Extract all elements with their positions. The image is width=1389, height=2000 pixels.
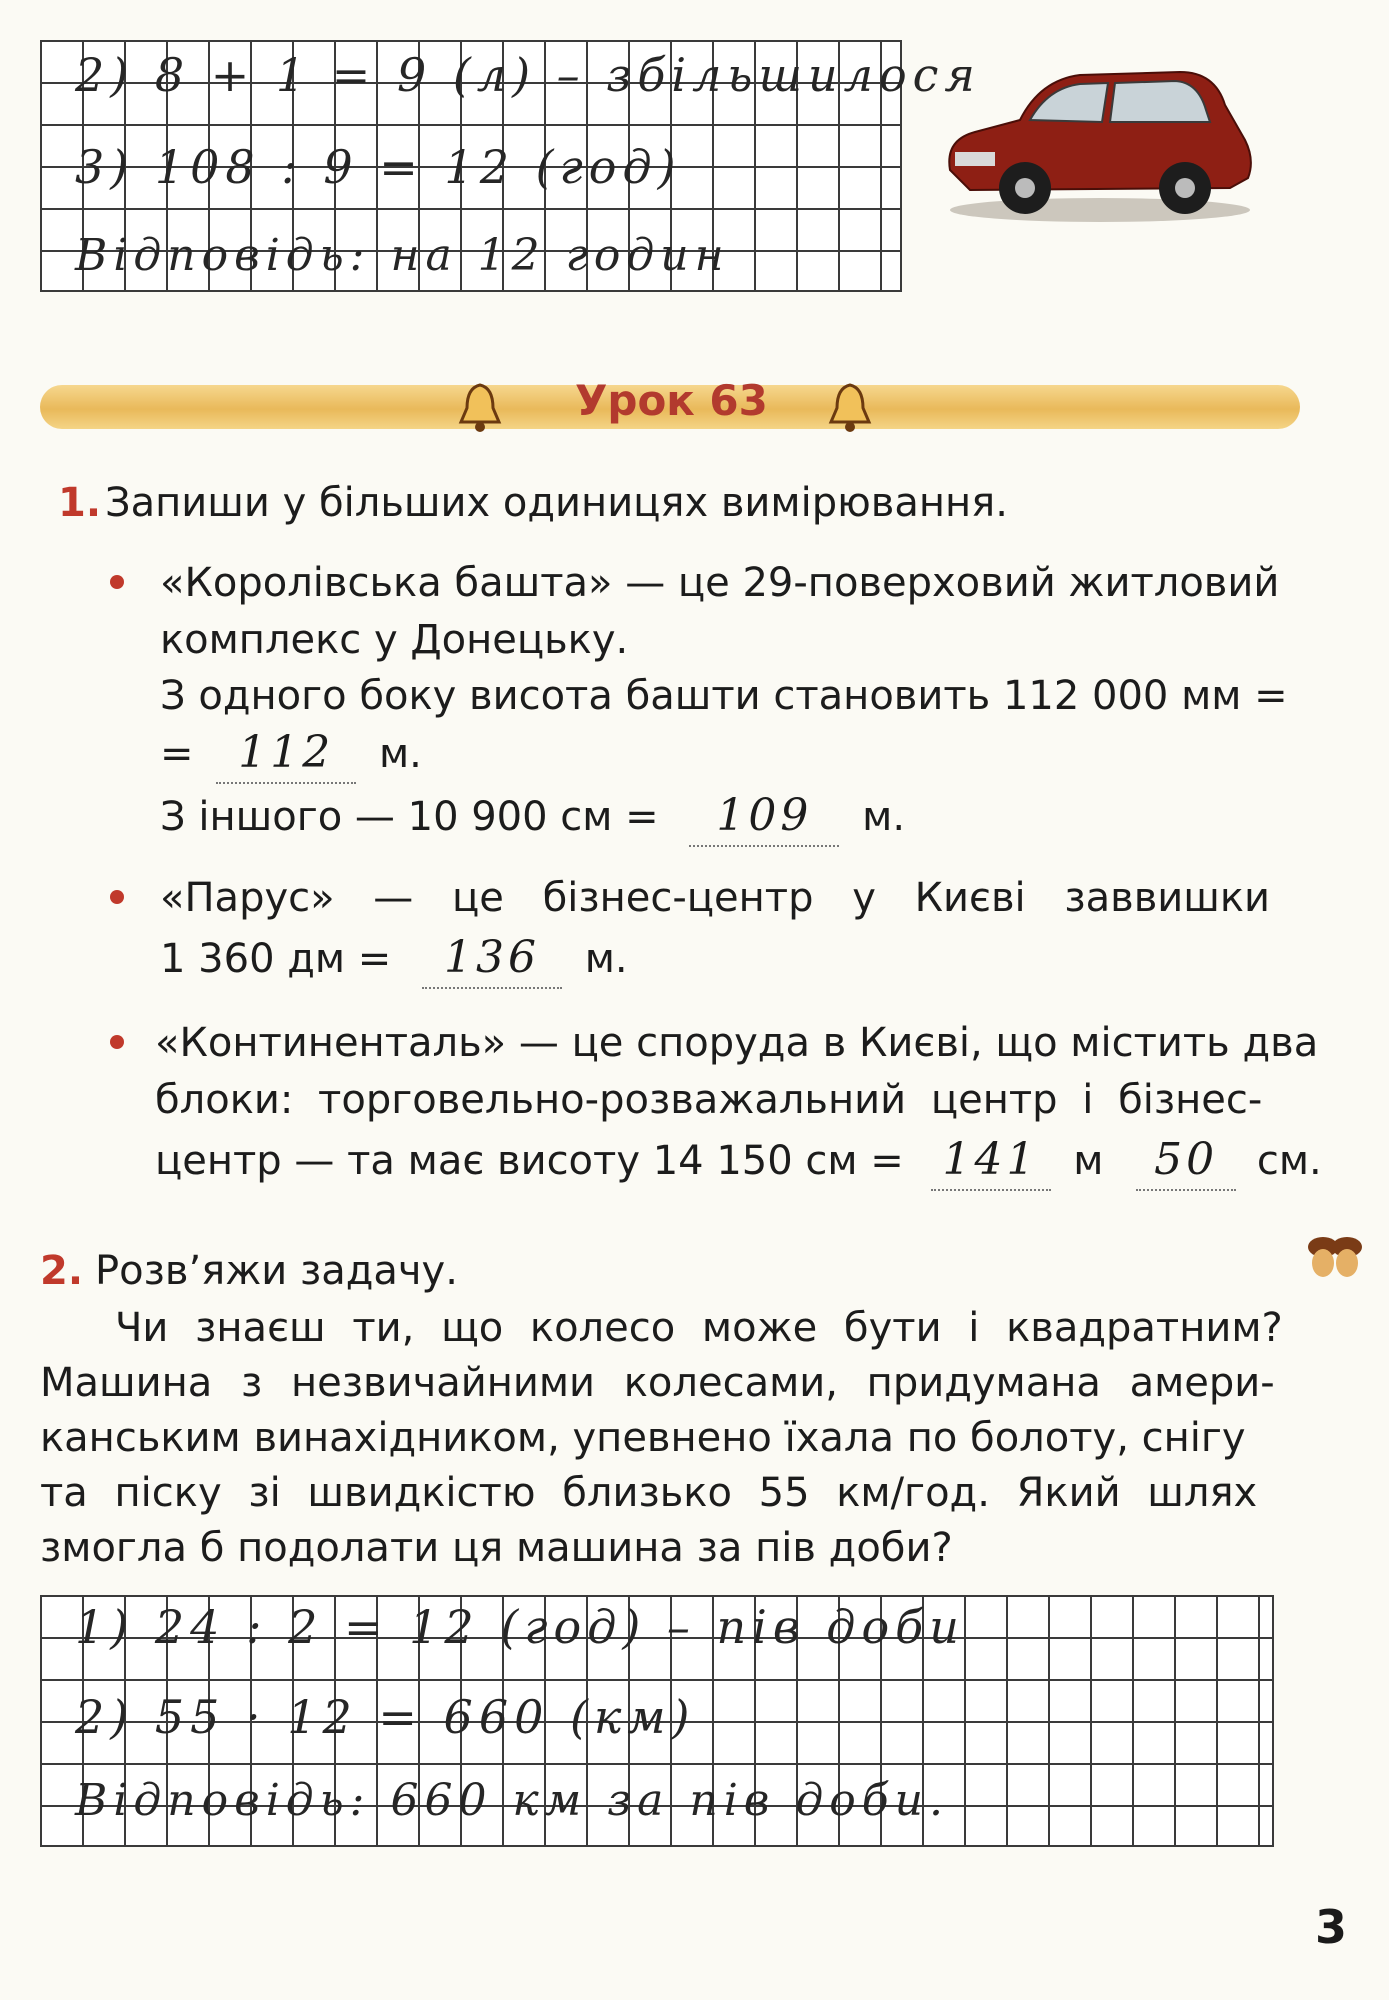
item3-line3-text: центр — та має висоту 14 150 см = <box>155 1138 904 1184</box>
task2-text-line-1: Чи знаєш ти, що колесо може бути і квадратним? <box>115 1305 1283 1351</box>
solution-answer: Відповідь: на 12 годин <box>75 230 730 281</box>
answer-field-141[interactable]: 141 <box>931 1132 1051 1191</box>
task2-solution-line-1: 1) 24 : 2 = 12 (год) – пів доби <box>75 1600 965 1654</box>
answer-field-109[interactable]: 109 <box>689 788 839 847</box>
task2-heading: Розв’яжи задачу. <box>95 1248 458 1294</box>
unit-label: см. <box>1256 1138 1322 1184</box>
item1-line3: З одного боку висота башти становить 112 000 мм = <box>160 673 1288 719</box>
unit-label: м. <box>378 731 422 777</box>
item1-line2: комплекс у Донецьку. <box>160 617 629 663</box>
task2-number: 2. <box>40 1248 84 1294</box>
item1-line1: «Королівська башта» — це 29-поверховий житловий <box>160 560 1280 606</box>
equals-sign: = <box>160 731 194 777</box>
item3-line2: блоки: торговельно-розважальний центр і бізнес- <box>155 1077 1263 1123</box>
task2-solution-line-2: 2) 55 · 12 = 660 (км) <box>75 1690 696 1744</box>
bell-icon <box>455 380 505 435</box>
solution-line-1: 2) 8 + 1 = 9 (л) – збільшилося <box>75 48 981 102</box>
item2-line2-text: 1 360 дм = <box>160 936 392 982</box>
task2-text-line-4: та піску зі швидкістю близько 55 км/год. Який шлях <box>40 1470 1258 1516</box>
unit-label: м. <box>862 794 906 840</box>
item2-line1: «Парус» — це бізнес-центр у Києві заввишки <box>160 875 1271 921</box>
item2-line2 <box>160 930 628 989</box>
task1-number: 1. <box>58 480 102 526</box>
item1-line5 <box>160 788 905 847</box>
item3-line3 <box>155 1132 1322 1191</box>
task1-heading: Запиши у більших одиницях вимірювання. <box>105 480 1008 526</box>
bullet <box>110 890 124 904</box>
task2-text-line-3: канським винахідником, упевнено їхала по болоту, снігу <box>40 1415 1246 1461</box>
task2-solution-answer: Відповідь: 660 км за пів доби. <box>75 1775 949 1826</box>
item1-line5-text: З іншого — 10 900 см = <box>160 794 659 840</box>
bell-icon <box>825 380 875 435</box>
solution-line-2: 3) 108 : 9 = 12 (год) <box>75 140 682 194</box>
answer-field-136[interactable]: 136 <box>422 930 562 989</box>
bullet <box>110 575 124 589</box>
unit-label: м. <box>584 936 628 982</box>
lesson-title: Урок 63 <box>575 376 768 425</box>
unit-label: м <box>1073 1138 1104 1184</box>
answer-field-50[interactable]: 50 <box>1136 1132 1236 1191</box>
bullet <box>110 1035 124 1049</box>
task2-text-line-5: змогла б подолати ця машина за пів доби? <box>40 1525 953 1571</box>
task2-text-line-2: Машина з незвичайними колесами, придумана амери- <box>40 1360 1275 1406</box>
answer-field-112[interactable]: 112 <box>216 725 356 784</box>
car-illustration <box>930 60 1270 230</box>
page-number: 3 <box>1315 1900 1348 1954</box>
acorn-icon <box>1305 1225 1365 1285</box>
item3-line1: «Континенталь» — це споруда в Києві, що містить два <box>155 1020 1319 1066</box>
item1-line4 <box>160 725 422 784</box>
